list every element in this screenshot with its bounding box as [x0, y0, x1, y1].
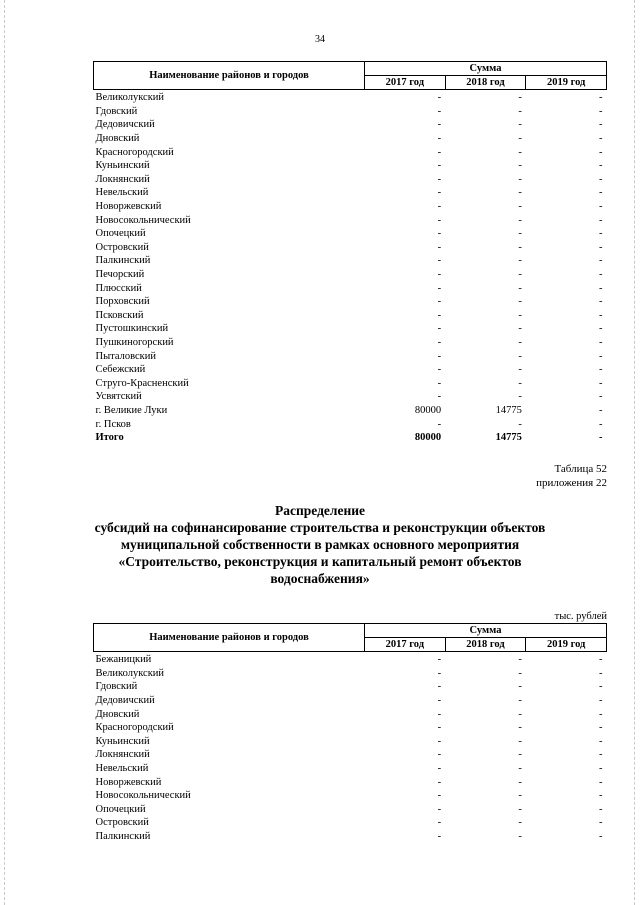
value-2019-cell: - [599, 817, 603, 829]
value-2017-cell: - [437, 92, 442, 104]
column-header-name: Наименование районов и городов [94, 62, 365, 90]
value-2017-cell: - [437, 364, 442, 376]
district-name-cell: Печорский [95, 269, 145, 281]
table-row [94, 694, 607, 708]
table-row [94, 789, 607, 803]
district-name-cell: Красногородский [95, 146, 174, 158]
district-name-cell: Порховский [95, 296, 150, 308]
table-row [94, 707, 607, 721]
table-row [94, 376, 607, 390]
value-2017-cell: 80000 [414, 404, 442, 416]
district-name-cell: Дедовичский [95, 119, 155, 131]
district-name-cell: Пушкиногорский [95, 336, 174, 348]
value-2017-cell: - [437, 282, 442, 294]
value-2017-cell: 80000 [414, 432, 442, 444]
value-2019-cell: - [599, 296, 603, 308]
value-2019-cell: - [599, 735, 603, 747]
value-2019-cell: - [599, 228, 603, 240]
district-name-cell: Островский [95, 241, 149, 253]
value-2017-cell: - [437, 228, 442, 240]
value-2019-cell: - [599, 377, 603, 389]
district-name-cell: Пустошкинский [95, 323, 169, 335]
value-2018-cell: - [518, 201, 522, 213]
value-2018-cell: - [518, 296, 522, 308]
value-2019-cell: - [599, 654, 603, 666]
value-2018-cell: - [518, 654, 522, 666]
table-reference [536, 462, 607, 490]
table-row [94, 390, 607, 404]
column-header-name: Наименование районов и городов [94, 624, 365, 652]
value-2019-cell: - [599, 350, 603, 362]
column-header-2017: 2017 год [365, 76, 446, 90]
value-2019-cell: - [599, 201, 603, 213]
value-2017-cell: - [437, 776, 442, 788]
value-2018-cell: - [518, 831, 522, 843]
district-name-cell: Дновский [95, 708, 140, 720]
value-2017-cell: - [437, 377, 442, 389]
table-row [94, 680, 607, 694]
value-2019-cell: - [599, 722, 603, 734]
value-2018-cell: - [518, 763, 522, 775]
district-name-cell: Палкинский [95, 255, 151, 267]
value-2019-cell: - [599, 187, 603, 199]
value-2017-cell: - [437, 160, 442, 172]
value-2019-cell: - [599, 790, 603, 802]
value-2018-cell: - [518, 309, 522, 321]
value-2018-cell: - [518, 336, 522, 348]
page-number: 34 [315, 34, 325, 45]
value-2017-cell: - [437, 146, 442, 158]
table-row [94, 145, 607, 159]
value-2017-cell: - [437, 336, 442, 348]
value-2018-cell: - [518, 722, 522, 734]
table-row [94, 336, 607, 350]
table-row [94, 105, 607, 119]
value-2019-cell: - [599, 803, 603, 815]
value-2018-cell: - [518, 255, 522, 267]
table-row [94, 404, 607, 418]
value-2017-cell: - [437, 695, 442, 707]
units-label: тыс. рублей [554, 611, 607, 622]
value-2018-cell: 14775 [495, 404, 522, 416]
district-name-cell: Псковский [95, 309, 144, 321]
district-name-cell: Пыталовский [95, 350, 156, 362]
table-row [94, 322, 607, 336]
district-name-cell: Красногородский [95, 722, 174, 734]
district-name-cell: г. Псков [95, 418, 131, 430]
table-row [94, 200, 607, 214]
value-2017-cell: - [437, 803, 442, 815]
value-2018-cell: - [518, 92, 522, 104]
district-name-cell: Куньинский [95, 735, 150, 747]
value-2017-cell: - [437, 173, 442, 185]
value-2017-cell: - [437, 201, 442, 213]
table-row [94, 227, 607, 241]
value-2018-cell: - [518, 241, 522, 253]
district-name-cell: Локнянский [95, 749, 150, 761]
value-2019-cell: - [599, 105, 603, 117]
value-2017-cell: - [437, 722, 442, 734]
value-2019-cell: - [599, 241, 603, 253]
value-2018-cell: - [518, 105, 522, 117]
value-2019-cell: - [599, 323, 603, 335]
value-2019-cell: - [599, 146, 603, 158]
value-2017-cell: - [437, 418, 442, 430]
district-name-cell: Опочецкий [95, 803, 146, 815]
district-name-cell: Опочецкий [95, 228, 146, 240]
value-2017-cell: - [437, 323, 442, 335]
table-row [94, 186, 607, 200]
table-row [94, 159, 607, 173]
value-2018-cell: - [518, 160, 522, 172]
value-2017-cell: - [437, 269, 442, 281]
value-2018-cell: - [518, 776, 522, 788]
table-number: Таблица 52 [554, 463, 607, 475]
value-2018-cell: - [518, 667, 522, 679]
value-2017-cell: - [437, 708, 442, 720]
value-2018-cell: - [518, 173, 522, 185]
value-2019-cell: - [599, 763, 603, 775]
district-name-cell: Итого [95, 432, 124, 444]
table-row [94, 295, 607, 309]
value-2017-cell: - [437, 309, 442, 321]
value-2019-cell: - [599, 432, 603, 444]
value-2017-cell: - [437, 681, 442, 693]
value-2019-cell: - [599, 418, 603, 430]
value-2019-cell: - [599, 708, 603, 720]
table-row [94, 762, 607, 776]
value-2018-cell: - [518, 364, 522, 376]
district-name-cell: Новоржевский [95, 776, 162, 788]
table-row [94, 173, 607, 187]
district-name-cell: г. Великие Луки [95, 404, 168, 416]
value-2018-cell: - [518, 735, 522, 747]
district-name-cell: Бежаницкий [95, 654, 152, 666]
table-2 [93, 623, 607, 843]
section-title [60, 502, 580, 587]
value-2018-cell: - [518, 228, 522, 240]
value-2019-cell: - [599, 681, 603, 693]
value-2018-cell: - [518, 187, 522, 199]
value-2018-cell: - [518, 418, 522, 430]
title-line-2: субсидий на софинансирование строительства и реконструкции объектов [94, 520, 546, 535]
value-2019-cell: - [599, 92, 603, 104]
column-header-2017: 2017 год [365, 638, 446, 652]
value-2019-cell: - [599, 255, 603, 267]
table-row [94, 775, 607, 789]
value-2017-cell: - [437, 391, 442, 403]
value-2018-cell: - [518, 803, 522, 815]
district-name-cell: Усвятский [95, 391, 142, 403]
value-2018-cell: - [518, 323, 522, 335]
value-2018-cell: - [518, 391, 522, 403]
value-2018-cell: 14775 [495, 432, 522, 444]
table-row [94, 309, 607, 323]
value-2017-cell: - [437, 214, 442, 226]
district-name-cell: Новосокольнический [95, 790, 191, 802]
value-2019-cell: - [599, 749, 603, 761]
value-2019-cell: - [599, 309, 603, 321]
title-line-5: водоснабжения» [270, 571, 370, 586]
column-header-2019: 2019 год [526, 76, 607, 90]
district-name-cell: Невельский [95, 763, 149, 775]
value-2017-cell: - [437, 350, 442, 362]
district-name-cell: Локнянский [95, 173, 150, 185]
value-2019-cell: - [599, 160, 603, 172]
value-2017-cell: - [437, 817, 442, 829]
value-2018-cell: - [518, 119, 522, 131]
district-name-cell: Палкинский [95, 831, 151, 843]
title-line-4: «Строительство, реконструкция и капитальный ремонт объектов [118, 554, 522, 569]
value-2019-cell: - [599, 173, 603, 185]
table-row [94, 803, 607, 817]
value-2018-cell: - [518, 749, 522, 761]
table-row [94, 652, 607, 667]
value-2019-cell: - [599, 695, 603, 707]
value-2019-cell: - [599, 404, 603, 416]
table-row [94, 667, 607, 681]
table-row [94, 417, 607, 431]
table-row [94, 748, 607, 762]
value-2018-cell: - [518, 681, 522, 693]
value-2018-cell: - [518, 133, 522, 145]
district-name-cell: Великолукский [95, 92, 165, 104]
column-header-2018: 2018 год [445, 76, 526, 90]
value-2019-cell: - [599, 119, 603, 131]
value-2019-cell: - [599, 282, 603, 294]
table-row [94, 363, 607, 377]
district-name-cell: Гдовский [95, 105, 138, 117]
district-name-cell: Новоржевский [95, 201, 162, 213]
value-2017-cell: - [437, 296, 442, 308]
value-2017-cell: - [437, 255, 442, 267]
district-name-cell: Великолукский [95, 667, 165, 679]
table-row [94, 268, 607, 282]
value-2019-cell: - [599, 364, 603, 376]
value-2019-cell: - [599, 336, 603, 348]
value-2017-cell: - [437, 763, 442, 775]
value-2017-cell: - [437, 105, 442, 117]
value-2017-cell: - [437, 241, 442, 253]
district-name-cell: Дновский [95, 133, 140, 145]
value-2018-cell: - [518, 146, 522, 158]
value-2017-cell: - [437, 735, 442, 747]
table-2-body [94, 652, 607, 844]
value-2018-cell: - [518, 282, 522, 294]
value-2017-cell: - [437, 187, 442, 199]
value-2018-cell: - [518, 269, 522, 281]
table-row [94, 735, 607, 749]
appendix-number: приложения 22 [536, 477, 607, 489]
value-2018-cell: - [518, 695, 522, 707]
table-row [94, 281, 607, 295]
value-2019-cell: - [599, 776, 603, 788]
value-2019-cell: - [599, 214, 603, 226]
value-2018-cell: - [518, 214, 522, 226]
district-name-cell: Островский [95, 817, 149, 829]
table-row [94, 816, 607, 830]
value-2018-cell: - [518, 708, 522, 720]
table-1-body [94, 90, 607, 445]
value-2018-cell: - [518, 377, 522, 389]
value-2017-cell: - [437, 667, 442, 679]
table-row [94, 90, 607, 105]
district-name-cell: Новосокольнический [95, 214, 191, 226]
value-2017-cell: - [437, 790, 442, 802]
table-row [94, 241, 607, 255]
column-header-2019: 2019 год [526, 638, 607, 652]
district-name-cell: Невельский [95, 187, 149, 199]
value-2019-cell: - [599, 391, 603, 403]
value-2019-cell: - [599, 831, 603, 843]
scan-edge-right [634, 0, 635, 905]
value-2019-cell: - [599, 269, 603, 281]
value-2019-cell: - [599, 133, 603, 145]
column-header-sum: Сумма [365, 62, 607, 76]
column-header-2018: 2018 год [445, 638, 526, 652]
value-2017-cell: - [437, 831, 442, 843]
district-name-cell: Себежский [95, 364, 146, 376]
table-1 [93, 61, 607, 444]
table-row [94, 254, 607, 268]
district-name-cell: Плюсский [95, 282, 142, 294]
value-2017-cell: - [437, 654, 442, 666]
table-row [94, 830, 607, 844]
total-row [94, 431, 607, 445]
district-name-cell: Гдовский [95, 681, 138, 693]
value-2018-cell: - [518, 817, 522, 829]
table-row [94, 118, 607, 132]
table-row [94, 213, 607, 227]
title-line-3: муниципальной собственности в рамках основного мероприятия [120, 537, 520, 552]
value-2018-cell: - [518, 350, 522, 362]
column-header-sum: Сумма [365, 624, 607, 638]
district-name-cell: Дедовичский [95, 695, 155, 707]
value-2017-cell: - [437, 119, 442, 131]
value-2017-cell: - [437, 133, 442, 145]
title-line-1: Распределение [274, 503, 366, 518]
value-2019-cell: - [599, 667, 603, 679]
table-row [94, 721, 607, 735]
scan-edge-left [4, 0, 5, 905]
district-name-cell: Куньинский [95, 160, 150, 172]
table-row [94, 349, 607, 363]
table-row [94, 132, 607, 146]
value-2018-cell: - [518, 790, 522, 802]
district-name-cell: Струго-Красненский [95, 377, 189, 389]
value-2017-cell: - [437, 749, 442, 761]
